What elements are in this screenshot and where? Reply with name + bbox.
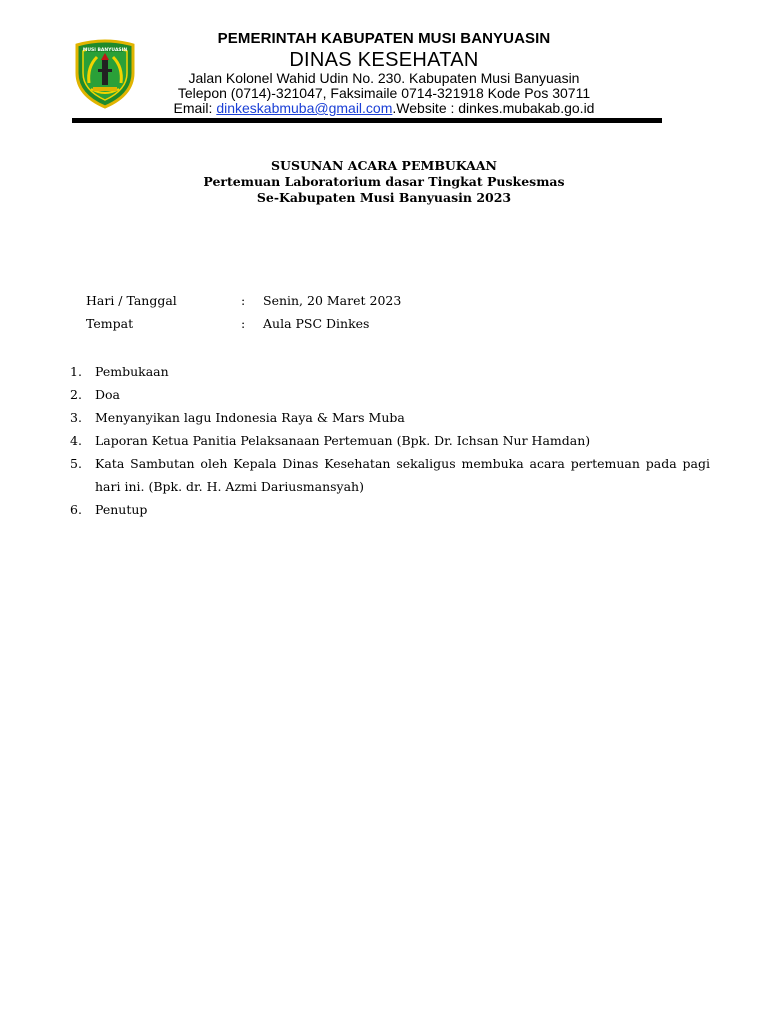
agenda-item (70, 383, 710, 406)
government-name: PEMERINTAH KABUPATEN MUSI BANYUASIN (217, 30, 551, 47)
email-link[interactable]: dinkeskabmuba@gmail.com (216, 100, 393, 116)
agenda-item (70, 498, 710, 521)
agenda-item (70, 360, 710, 383)
agenda-number: 5. (70, 456, 82, 471)
agenda-number: 1. (70, 364, 82, 379)
website-text: .Website : dinkes.mubakab.go.id (392, 100, 595, 116)
letterhead (150, 28, 618, 116)
agenda-text: Penutup (95, 502, 148, 517)
agency-address: Jalan Kolonel Wahid Udin No. 230. Kabupaten Musi Banyuasin (188, 70, 580, 86)
info-label: Tempat (86, 316, 134, 331)
agenda-number: 2. (70, 387, 82, 402)
agenda-text: Menyanyikan lagu Indonesia Raya & Mars Muba (95, 410, 405, 425)
info-colon: : (241, 293, 246, 308)
agenda-text: Doa (95, 387, 120, 402)
title-line-2: Pertemuan Laboratorium dasar Tingkat Puskesmas (203, 174, 565, 189)
agenda-text: Pembukaan (95, 364, 169, 379)
logo-caption: MUSI BANYUASIN (82, 48, 128, 53)
agenda-list (70, 360, 710, 521)
agenda-number: 6. (70, 502, 82, 517)
letterhead-divider (72, 118, 662, 123)
regency-emblem-icon (73, 39, 137, 109)
title-line-1: SUSUNAN ACARA PEMBUKAAN (271, 158, 497, 173)
info-colon: : (241, 316, 246, 331)
info-value: Senin, 20 Maret 2023 (263, 293, 402, 308)
info-value: Aula PSC Dinkes (263, 316, 370, 331)
agenda-item (70, 429, 710, 452)
email-label: Email: (173, 100, 217, 116)
agenda-text: Kata Sambutan oleh Kepala Dinas Kesehatan sekaligus membuka acara pertemuan pada pagi hari ini. (Bpk. dr. H. Azmi Dariusmansyah) (95, 456, 710, 494)
agenda-text: Laporan Ketua Panitia Pelaksanaan Pertemuan (Bpk. Dr. Ichsan Nur Hamdan) (95, 433, 591, 448)
agenda-item (70, 452, 710, 498)
agency-contact (150, 101, 618, 116)
document-title (100, 158, 668, 206)
agency-name: DINAS KESEHATAN (289, 49, 479, 71)
title-line-3: Se-Kabupaten Musi Banyuasin 2023 (256, 190, 512, 205)
agenda-number: 4. (70, 433, 82, 448)
agency-phone: Telepon (0714)-321047, Faksimaile 0714-321918 Kode Pos 30711 (177, 85, 591, 101)
info-label: Hari / Tanggal (86, 293, 177, 308)
agenda-number: 3. (70, 410, 82, 425)
agenda-item (70, 406, 710, 429)
